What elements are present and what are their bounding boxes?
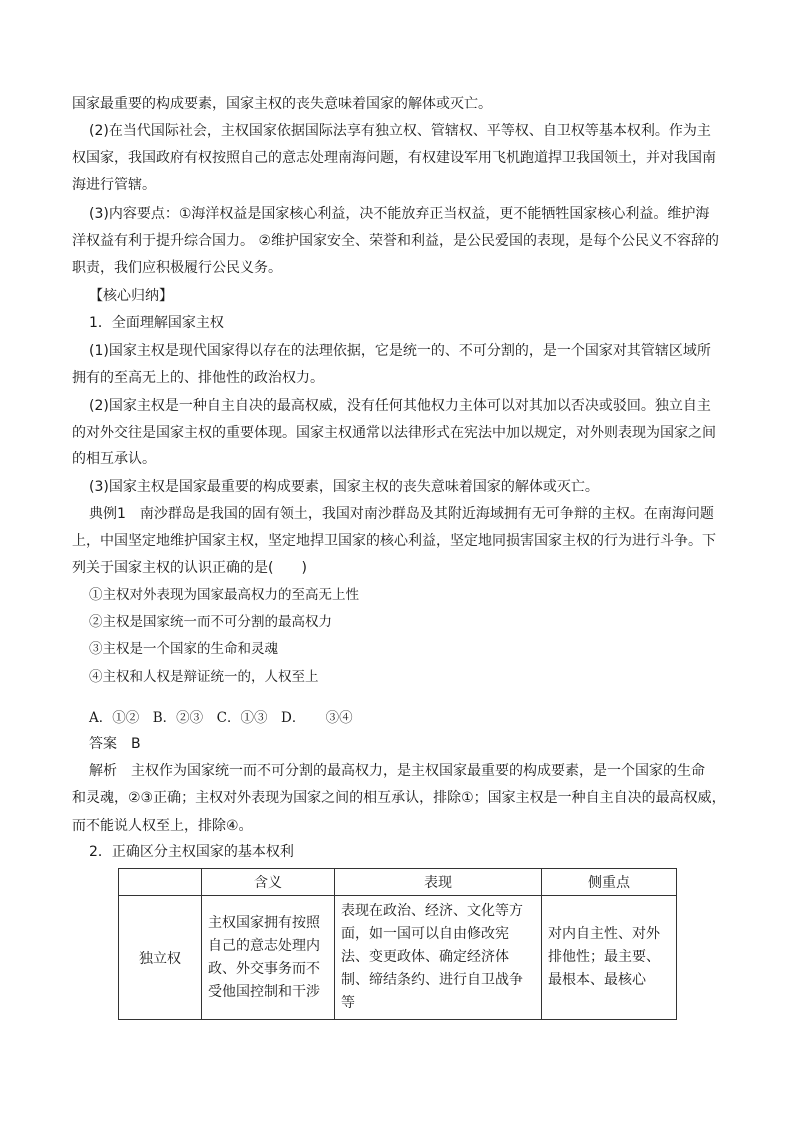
table-header-cell: 表现: [335, 869, 542, 896]
paragraph-line: 上，中国坚定地维护国家主权，坚定地捍卫国家的核心利益，坚定地同损害国家主权的行为进行斗争。下: [72, 533, 716, 549]
paragraph-line: 的相互承认。: [72, 451, 156, 467]
paragraph-line: (2)在当代国际社会，主权国家依据国际法享有独立权、管辖权、平等权、自卫权等基本权利。作为主: [89, 123, 711, 139]
table-cell-meaning: [202, 896, 335, 1020]
section-heading: 【核心归纳】: [89, 288, 173, 304]
option-item: ②主权是国家统一而不可分割的最高权力: [89, 614, 332, 630]
paragraph-line: 和灵魂，②③正确；主权对外表现为国家之间的相互承认，排除①；国家主权是一种自主自决的最高权威，: [72, 790, 726, 806]
option-item: ①主权对外表现为国家最高权力的至高无上性: [89, 587, 359, 603]
subsection-heading: 1．全面理解国家主权: [89, 315, 224, 331]
paragraph-line: 国家最重要的构成要素，国家主权的丧失意味着国家的解体或灭亡。: [72, 96, 492, 112]
example-question: 典例1 南沙群岛是我国的固有领土，我国对南沙群岛及其附近海域拥有无可争辩的主权。在南海问题: [89, 506, 714, 522]
rights-table: [118, 868, 677, 1020]
option-item: ③主权是一个国家的生命和灵魂: [89, 641, 278, 657]
table-cell-manifestation: [335, 896, 542, 1020]
paragraph-line: 权国家，我国政府有权按照自己的意志处理南海问题，有权建设军用飞机跑道捍卫我国领土，并对我国南: [72, 150, 716, 166]
subsection-heading: 2．正确区分主权国家的基本权利: [89, 844, 294, 860]
paragraph-line: 拥有的至高无上的、排他性的政治权力。: [72, 370, 324, 386]
paragraph-line: 海进行管辖。: [72, 177, 156, 193]
focus-text: 对内自主性、对外排他性；最主要、最根本、最核心: [548, 926, 660, 988]
paragraph-line: 洋权益有利于提升综合国力。 ②维护国家安全、荣誉和利益，是公民爱国的表现，是每个公民义不容辞的: [72, 233, 719, 249]
paragraph-line: 的对外交往是国家主权的重要体现。国家主权通常以法律形式在宪法中加以规定，对外则表现为国家之间: [72, 425, 716, 441]
paragraph-line: (2)国家主权是一种自主自决的最高权威，没有任何其他权力主体可以对其加以否决或驳回。独立自主: [89, 398, 711, 414]
paragraph-line: 职责，我们应积极履行公民义务。: [72, 260, 282, 276]
table-header-cell: 含义: [202, 869, 335, 896]
analysis-line: 解析 主权作为国家统一而不可分割的最高权力，是主权国家最重要的构成要素，是一个国家的生命: [89, 763, 705, 779]
paragraph-line: (3)内容要点：①海洋权益是国家核心利益，决不能放弃正当权益，更不能牺牲国家核心利益。维护海: [89, 206, 710, 222]
meaning-text: 主权国家拥有按照自己的意志处理内政、外交事务而不受他国控制和干涉: [208, 914, 320, 1000]
answer-choices: A．①② B．②③ C．①③ D． ③④: [89, 710, 353, 726]
option-item: ④主权和人权是辩证统一的，人权至上: [89, 669, 319, 685]
table-header-cell: [119, 869, 202, 896]
table-cell-focus: [542, 896, 677, 1020]
table-cell-right-name: 独立权: [119, 896, 202, 1020]
manifestation-text: 表现在政治、经济、文化等方面，如一国可以自由修改宪法、变更政体、确定经济体制、缔结条约、进行自卫战争等: [341, 903, 523, 1011]
answer-line: 答案 B: [89, 736, 141, 752]
paragraph-line: (1)国家主权是现代国家得以存在的法理依据，它是统一的、不可分割的，是一个国家对其管辖区域所: [89, 343, 711, 359]
paragraph-line: 列关于国家主权的认识正确的是( ): [72, 560, 307, 576]
table-row: [119, 896, 677, 1020]
paragraph-line: (3)国家主权是国家最重要的构成要素，国家主权的丧失意味着国家的解体或灭亡。: [89, 479, 599, 495]
table-header-row: [119, 869, 677, 896]
table-header-cell: 侧重点: [542, 869, 677, 896]
paragraph-line: 而不能说人权至上，排除④。: [72, 818, 253, 834]
